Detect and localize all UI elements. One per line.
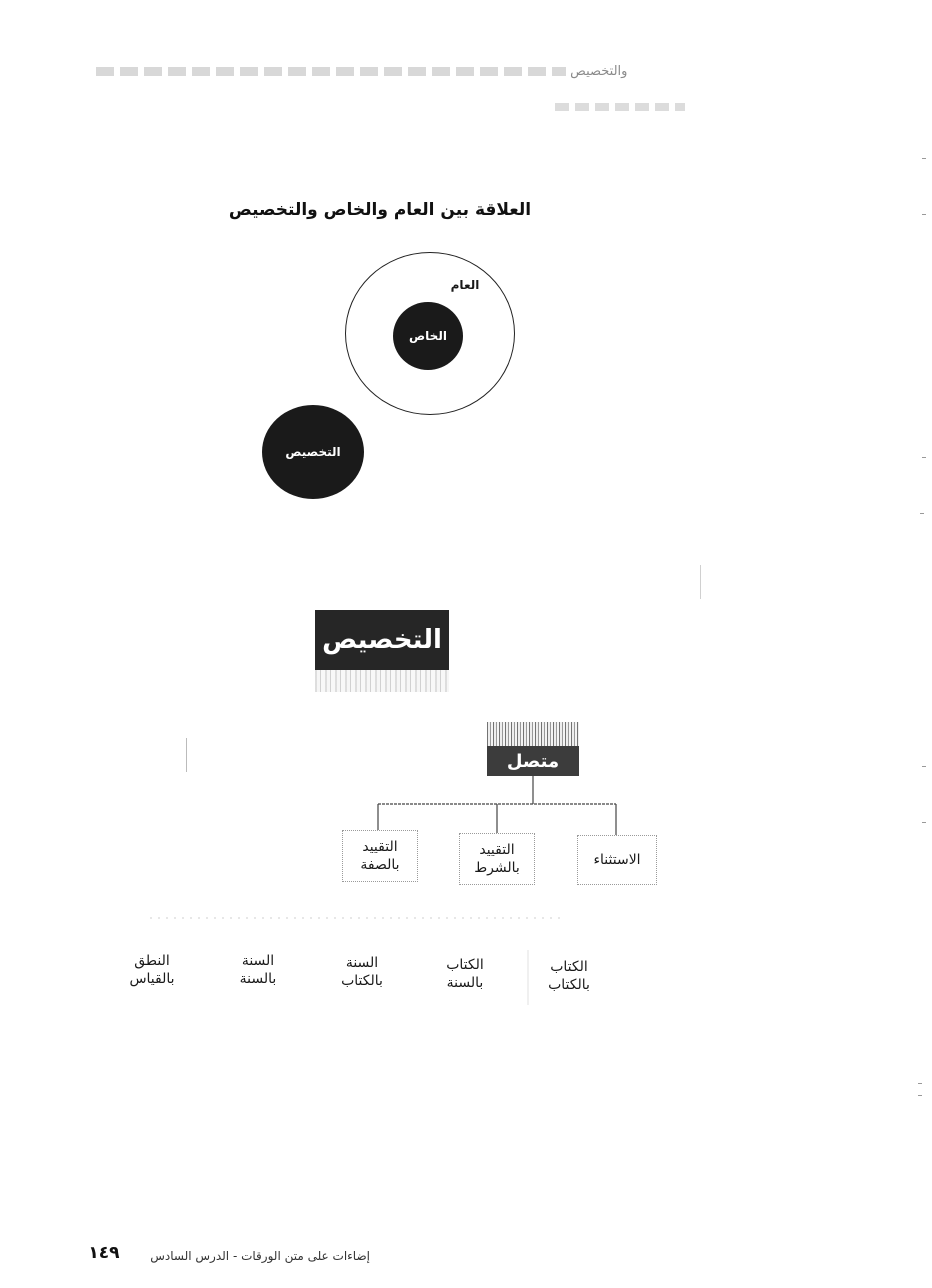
child-box-restriction-by-condition [459, 833, 535, 885]
scan-mark [918, 1095, 922, 1096]
scan-mark [922, 822, 926, 823]
leaf-line2: بالكتاب [341, 973, 383, 989]
scan-mark [922, 457, 926, 458]
child-box-line1: التقييد [479, 842, 515, 858]
leaf-utterance-by-analogy [112, 952, 192, 988]
leaf-book-by-sunnah [425, 956, 505, 992]
leaf-line1: الكتاب [550, 959, 588, 975]
child-box-line1: الاستثناء [593, 852, 641, 868]
specific-label: الخاص [409, 329, 447, 343]
scan-mark [918, 1083, 922, 1084]
header-line-1-end: والتخصيص [570, 64, 628, 79]
leaf-line1: السنة [345, 955, 379, 971]
leaf-line1: السنة [241, 953, 275, 969]
leaf-sunnah-by-sunnah [218, 952, 298, 988]
leaf-line2: بالسنة [239, 971, 277, 987]
child-box-line2: بالصفة [360, 857, 400, 873]
connected-node-label: متصل [506, 750, 560, 772]
leaf-line1: النطق [134, 953, 170, 969]
child-box-line2: بالشرط [474, 860, 520, 876]
child-box-line1: التقييد [362, 839, 398, 855]
child-box-restriction-by-attribute [342, 830, 418, 882]
specification-banner-label: التخصيص [322, 625, 442, 655]
leaf-line1: الكتاب [446, 957, 484, 973]
specification-label: التخصيص [285, 445, 341, 459]
general-label: العام [450, 278, 480, 292]
page-number: ١٤٩ [88, 1243, 120, 1263]
child-box-exception [577, 835, 657, 885]
scan-mark [922, 158, 926, 159]
diagram-title: العلاقة بين العام والخاص والتخصيص [228, 200, 532, 220]
scan-mark [922, 214, 926, 215]
leaf-book-by-book [529, 958, 609, 994]
leaf-line2: بالكتاب [548, 977, 590, 993]
footer-book-title: إضاءات على متن الورقات - الدرس السادس [150, 1249, 370, 1263]
leaf-sunnah-by-book [322, 954, 402, 990]
scan-mark [922, 766, 926, 767]
scan-mark [920, 513, 924, 514]
leaf-line2: بالقياس [129, 971, 175, 987]
leaf-line2: بالسنة [446, 975, 484, 991]
